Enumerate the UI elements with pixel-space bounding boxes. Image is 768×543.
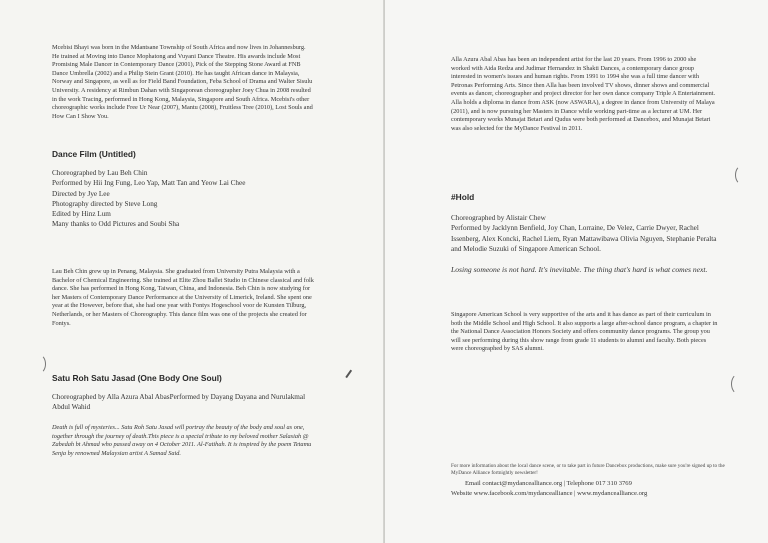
satu-roh-description: Death is full of mysteries... Satu Roh Satu Jasad will portray the beauty of the body and soul as one, together through the journey of death.This piece is a special tribute to my beloved mother Salasiah @ Zabedah bt Ahmad who passed away on 4 October 2011. Al-Fatihah. It is inspired by the poem Tetamu Senja by renowned Malaysian artist A Samad Said. [52,424,312,457]
credit-line: Performed by Hii Ing Fung, Leo Yap, Matt Tan and Yeow Lai Chee [52,179,246,188]
mcebisi-bio-block [52,44,314,121]
hold-performers: Performed by Jacklynn Benfield, Joy Chan, Lorraine, De Velez, Carrie Dwyer, Rachel Issenberg, Alex Koncki, Rachel Liem, Ryan Mattawibawa Olivia Nguyen, Stephanie Peralta and Melodie Suzuki of Singapore American School. [451,224,717,253]
hold-section [451,192,731,275]
credit-line: Choreographed by Lau Beh Chin [52,169,148,177]
credit-line: Edited by Hinz Lum [52,210,111,219]
contact-email-phone: Email contact@mydancealliance.org | Telephone 017 310 3769 [465,480,632,487]
punch-hole-mark [735,165,750,185]
contact-website: Website www.facebook.com/mydancealliance | www.mydancealliance.org [451,490,648,497]
alla-bio-block [451,56,716,133]
dance-film-section [52,149,352,230]
hold-credits: Choreographed by Alistair Chew [451,214,546,222]
dance-film-credits [52,168,352,230]
alla-bio: Alla Azura Abal Abas has been an independent artist for the last 20 years. From 1996 to 2000 she worked with Aida Redza and Judimar Hernandez in Shakti Dances, a contemporary dance group interested in women's issues and human rights. From 1991 to 1994 she was a full time dancer with Petronas Performing Arts. Since then Alla has been involved TV shows, dinner shows and commercial events as dancer, choreographer and project director for her own dance company Triple A Entertainment. Alla holds a diploma in dance from ASK (now ASWARA), a degree in dance from University of Malaya (2011), and is now pursuing her Masters in Dance while working part-time as a lecturer at UM. Her contemporary works Munajat Betari and Qudus were both performed at Dancebox, and Munajat Betari was also selected for the MyDance Festival in 2011. [451,56,716,132]
satu-roh-section [52,373,352,413]
satu-roh-title: Satu Roh Satu Jasad (One Body One Soul) [52,373,222,383]
mcebisi-bio: Mcebisi Bhayi was born in the Mdantsane Township of South Africa and now lives in Johannesburg. He trained at Moving into Dance Mophatong and Vuyani Dance Theatre. His awards include Most Promising Male Dancer in Contemporary Dance (2001), Pick of the Stepping Stone Award at FNB Dance Umbrella (2002) and a Philip Stein Grant (2010). He has taught African dance in Malaysia, Norway and Singapore, as well as for Field Band Foundation, Feba School of Drama and Walter Sisulu University. A residency at Rimbun Dahan with Singaporean choreographer Joey Chua in 2008 resulted in the work Tracing, performed in Hong Kong, Malaysia, Singapore and South Africa. Mcebisi's other choreographic works include Free Ur Near (2007), Mantu (2008), Fruitless Tree (2010), Lost Souls and How Can I Show You. [52,44,313,120]
lau-beh-chin-bio-block [52,268,318,328]
sas-description-block [451,311,719,354]
dance-film-title: Dance Film (Untitled) [52,149,136,159]
hold-tagline: Losing someone is not hard. It's inevitable. The thing that's hard is what comes next. [451,265,708,275]
lau-beh-chin-bio: Lau Beh Chin grew up in Penang, Malaysia. She graduated from University Putra Malaysia with a Bachelor of Chemical Engineering. She trained at Elite Zhou Ballet Studio in Chinese classical and folk dance. She has performed in Hong Kong, Taiwan, China, and Indonesia. Beh Chin is now studying for her Masters of Contemporary Dance Performance at the University of Limerick, Ireland. She spent one year at the However, before that, she had one year with Fontys Hogeschool voor de Kunsten Tilburg, Netherlands, or her Masters of Choreography. This dance film was one of the projects she created for Fontys. [52,268,314,327]
credit-line: Photography directed by Steve Long [52,199,158,208]
credit-line: Many thanks to Odd Pictures and Soubi Sha [52,220,180,229]
right-page [385,0,768,543]
satu-roh-description-block [52,424,314,458]
sas-description: Singapore American School is very supportive of the arts and it has dance as part of their curriculum in both the Middle School and High School. It also supports a large after-school dance program, a chapter in the National Dance Association Honors Society and offers community dance programs. The group you will see performing during this show range from grade 11 students to alumni and faculty. Both pieces were choreographed by SAS alumni. [451,311,718,353]
punch-hole-mark [731,373,748,395]
contact-block [451,463,741,499]
credit-line: Directed by Jye Lee [52,189,110,198]
hold-title: #Hold [451,192,475,202]
contact-intro: For more information about the local dance scene, or to take part in future Dancebox productions, make sure you're signed up to the MyDance Alliance fortnightly newsletter! [451,463,725,476]
satu-roh-credits: Choreographed by Alla Azura Abal AbasPerformed by Dayang Dayana and Nurulakmal Abdul Wahid [52,393,306,412]
punch-hole-mark [31,354,46,374]
